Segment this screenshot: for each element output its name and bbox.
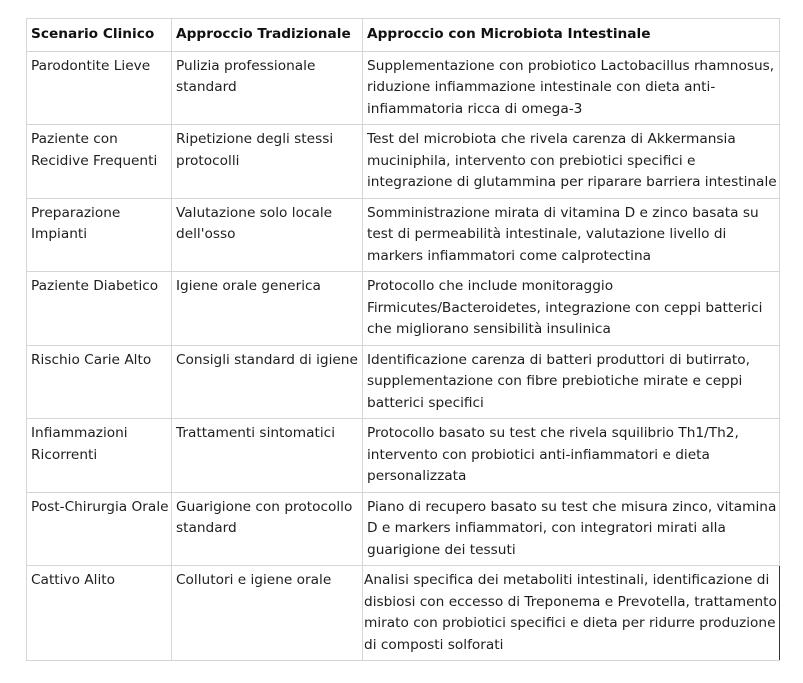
cell-scenario: Parodontite Lieve: [27, 51, 172, 125]
cell-microbiota: Piano di recupero basato su test che misura zinco, vitamina D e markers infiammatori, con integratori mirati alla guarigione dei tessuti: [363, 492, 780, 566]
cell-scenario: Preparazione Impianti: [27, 198, 172, 272]
cell-microbiota: Protocollo basato su test che rivela squilibrio Th1/Th2, intervento con probiotici anti-infiammatori e dieta personalizzata: [363, 419, 780, 493]
cell-scenario: Paziente con Recidive Frequenti: [27, 125, 172, 199]
cell-traditional: Valutazione solo locale dell'osso: [172, 198, 363, 272]
table-row: [27, 125, 780, 199]
cell-microbiota: Somministrazione mirata di vitamina D e zinco basata su test di permeabilità intestinale, valutazione livello di markers infiammatori come calprotectina: [363, 198, 780, 272]
cell-traditional: Trattamenti sintomatici: [172, 419, 363, 493]
comparison-table: [26, 18, 780, 661]
table-row: [27, 419, 780, 493]
header-row: [27, 19, 780, 52]
cell-traditional: Collutori e igiene orale: [172, 566, 363, 661]
cell-scenario: Paziente Diabetico: [27, 272, 172, 346]
table-row: [27, 198, 780, 272]
cell-traditional: Guarigione con protocollo standard: [172, 492, 363, 566]
cell-microbiota: Test del microbiota che rivela carenza di Akkermansia muciniphila, intervento con prebiotici specifici e integrazione di glutammina per riparare barriera intestinale: [363, 125, 780, 199]
header-traditional: Approccio Tradizionale: [172, 19, 363, 52]
cell-scenario: Post-Chirurgia Orale: [27, 492, 172, 566]
cell-traditional: Pulizia professionale standard: [172, 51, 363, 125]
header-scenario: Scenario Clinico: [27, 19, 172, 52]
table-row: [27, 272, 780, 346]
cell-traditional: Igiene orale generica: [172, 272, 363, 346]
cell-microbiota: Protocollo che include monitoraggio Firmicutes/Bacteroidetes, integrazione con ceppi batterici che migliorano sensibilità insulinica: [363, 272, 780, 346]
table-row: [27, 566, 780, 661]
cell-traditional: Consigli standard di igiene: [172, 345, 363, 419]
cell-scenario: Rischio Carie Alto: [27, 345, 172, 419]
table-row: [27, 492, 780, 566]
table-row: [27, 51, 780, 125]
table-row: [27, 345, 780, 419]
cell-traditional: Ripetizione degli stessi protocolli: [172, 125, 363, 199]
cell-microbiota: Supplementazione con probiotico Lactobacillus rhamnosus, riduzione infiammazione intestinale con dieta anti-infiammatoria ricca di omega-3: [363, 51, 780, 125]
cell-microbiota: Analisi specifica dei metaboliti intestinali, identificazione di disbiosi con eccesso di Treponema e Prevotella, trattamento mirato con probiotici specifici e dieta per ridurre produzione di composti solforati: [363, 566, 780, 661]
header-microbiota: Approccio con Microbiota Intestinale: [363, 19, 780, 52]
cell-scenario: Cattivo Alito: [27, 566, 172, 661]
cell-scenario: Infiammazioni Ricorrenti: [27, 419, 172, 493]
cell-microbiota: Identificazione carenza di batteri produttori di butirrato, supplementazione con fibre prebiotiche mirate e ceppi batterici specifici: [363, 345, 780, 419]
